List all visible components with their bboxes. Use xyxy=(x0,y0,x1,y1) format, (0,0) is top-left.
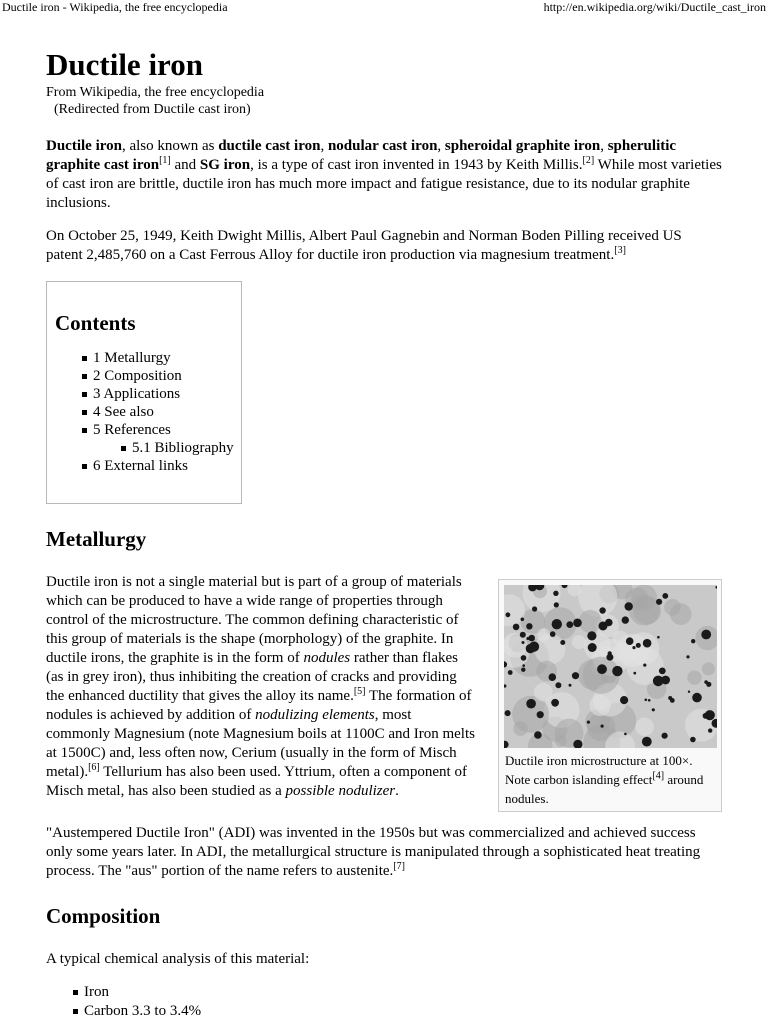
graphite-nodule xyxy=(521,618,525,622)
matrix-patch xyxy=(572,635,586,649)
print-header-url[interactable]: http://en.wikipedia.org/wiki/Ductile_cast_iron xyxy=(543,0,766,14)
graphite-nodule xyxy=(573,619,582,628)
site-tagline: From Wikipedia, the free encyclopedia xyxy=(46,85,265,100)
toc-item[interactable]: 6 External links xyxy=(55,457,241,475)
matrix-patch xyxy=(534,683,553,702)
term-ductile-iron: Ductile iron xyxy=(46,138,122,154)
graphite-nodule xyxy=(526,623,532,629)
toc-title: Contents xyxy=(55,311,136,335)
graphite-nodule xyxy=(549,673,557,681)
bullet-icon xyxy=(121,446,126,451)
composition-list xyxy=(46,983,722,1021)
graphite-nodule xyxy=(643,639,652,648)
graphite-nodule xyxy=(645,699,648,702)
matrix-patch xyxy=(513,721,527,735)
ref-2[interactable]: [2] xyxy=(582,155,595,166)
graphite-nodule xyxy=(642,737,652,747)
matrix-patch xyxy=(629,595,660,626)
print-header-title: Ductile iron - Wikipedia, the free encyclopedia xyxy=(2,0,228,14)
redirect-notice: (Redirected from Ductile cast iron) xyxy=(54,102,251,117)
bullet-icon xyxy=(82,410,87,415)
ref-5[interactable]: [5] xyxy=(353,686,366,697)
list-item: Carbon 3.3 to 3.4% xyxy=(46,1002,722,1021)
ref-6[interactable]: [6] xyxy=(88,762,100,773)
image-caption: Ductile iron microstructure at 100×. Note carbon islanding effect[4] around nodules. xyxy=(505,753,704,806)
bullet-icon xyxy=(73,990,78,995)
image-thumbnail xyxy=(498,579,722,812)
graphite-nodule xyxy=(692,693,702,703)
graphite-nodule xyxy=(624,733,627,736)
ref-1[interactable]: [1] xyxy=(159,155,171,166)
graphite-nodule xyxy=(534,731,542,739)
article-body xyxy=(46,46,722,1021)
graphite-nodule xyxy=(657,636,660,639)
graphite-nodule xyxy=(526,699,536,709)
graphite-nodule xyxy=(625,602,633,610)
graphite-nodule xyxy=(690,737,696,743)
matrix-patch xyxy=(579,610,602,633)
graphite-nodule xyxy=(522,641,525,644)
graphite-nodule xyxy=(561,585,567,588)
metallurgy-heading: Metallurgy xyxy=(46,527,147,551)
graphite-nodule xyxy=(569,684,572,687)
patent-paragraph: On October 25, 1949, Keith Dwight Millis, Albert Paul Gagnebin and Norman Boden Pilling received US patent 2,485,760 on a Cast Ferrous Alloy for ductile iron production via magnesium treatment.[3] xyxy=(46,228,682,263)
matrix-patch xyxy=(635,718,653,736)
matrix-patch xyxy=(626,632,659,665)
graphite-nodule xyxy=(566,621,573,628)
toc-item[interactable]: 2 Composition xyxy=(55,367,241,385)
graphite-nodule xyxy=(691,639,695,643)
metallurgy-paragraph: Ductile iron is not a single material but is part of a group of materials which can be produced to have a wide range of properties through control of the microstructure. The common defining characteristic of this group of materials is the shape (morphology) of the graphite. In ductile irons, the graphite is in the form of nodules rather than flakes (as in grey iron), thus inhibiting the creation of cracks and providing the enhanced ductility that gives the alloy its name.[5] The formation of nodules is achieved by addition of nodulizing elements, most commonly Magnesium (note Magnesium boils at 1100C and Iron melts at 1500C) and, less often now, Cerium (usually in the form of Misch metal).[6] Tellurium has also been used. Yttrium, often a component of Misch metal, has also been studied as a possible nodulizer. xyxy=(46,574,475,799)
graphite-nodule xyxy=(551,699,559,707)
graphite-nodule xyxy=(508,670,513,675)
toc-subitem[interactable]: 5.1 Bibliography xyxy=(55,439,241,457)
graphite-nodule xyxy=(550,631,556,637)
graphite-nodule xyxy=(506,612,511,617)
graphite-nodule xyxy=(656,599,662,605)
graphite-nodule xyxy=(520,632,526,638)
graphite-nodule xyxy=(705,710,715,720)
term-ductile-cast-iron: ductile cast iron xyxy=(218,138,321,154)
graphite-nodule xyxy=(632,646,635,649)
graphite-nodule xyxy=(537,711,544,718)
term-sg-iron: SG iron xyxy=(199,157,251,173)
graphite-nodule xyxy=(704,680,708,684)
graphite-nodule xyxy=(588,643,597,652)
graphite-nodule xyxy=(587,631,596,640)
ref-3[interactable]: [3] xyxy=(614,245,626,256)
ref-4[interactable]: [4] xyxy=(652,770,665,782)
matrix-patch xyxy=(687,671,701,685)
graphite-nodule xyxy=(597,664,607,674)
graphite-nodule xyxy=(620,696,628,704)
graphite-nodule xyxy=(659,668,666,675)
graphite-nodule xyxy=(701,630,711,640)
graphite-nodule xyxy=(636,643,641,648)
graphite-nodule xyxy=(715,586,717,589)
graphite-nodule xyxy=(668,696,672,700)
graphite-nodule xyxy=(626,637,634,645)
page-title: Ductile iron xyxy=(46,47,203,82)
graphite-nodule xyxy=(662,733,668,739)
matrix-patch xyxy=(670,603,692,625)
graphite-nodule xyxy=(513,624,520,631)
graphite-nodule xyxy=(560,640,565,645)
graphite-nodule xyxy=(599,622,608,631)
composition-intro: A typical chemical analysis of this material: xyxy=(46,951,310,967)
graphite-nodule xyxy=(612,666,622,676)
graphite-nodule xyxy=(686,655,689,658)
graphite-nodule xyxy=(555,682,561,688)
matrix-patch xyxy=(537,628,550,641)
toc-item[interactable]: 4 See also xyxy=(55,403,241,421)
bullet-icon xyxy=(82,428,87,433)
graphite-nodule xyxy=(554,602,559,607)
term-spherulitic-graphite-cast-iron: spherulitic graphite cast iron xyxy=(46,138,677,173)
toc-item[interactable]: 1 Metallurgy xyxy=(55,349,241,367)
graphite-nodule xyxy=(708,728,712,732)
graphite-nodule xyxy=(652,708,655,711)
adi-paragraph: "Austempered Ductile Iron" (ADI) was invented in the 1950s but was commercialized and achieved success only some years later. In ADI, the metallurgical structure is manipulated through a sophisticated heat treating process. The "aus" portion of the name refers to austenite.[7] xyxy=(46,825,701,879)
graphite-nodule xyxy=(622,616,629,623)
graphite-nodule xyxy=(601,725,604,728)
graphite-nodule xyxy=(599,607,605,613)
graphite-nodule xyxy=(643,664,646,667)
graphite-nodule xyxy=(587,721,590,724)
bullet-icon xyxy=(82,374,87,379)
term-nodular-cast-iron: nodular cast iron xyxy=(327,138,438,154)
bullet-icon xyxy=(73,1009,78,1014)
toc-item[interactable]: 3 Applications xyxy=(55,385,241,403)
graphite-nodule xyxy=(522,664,525,667)
term-spheroidal-graphite-iron: spheroidal graphite iron xyxy=(444,138,601,154)
graphite-nodule xyxy=(553,591,558,596)
list-item: Iron xyxy=(46,983,722,1002)
graphite-nodule xyxy=(661,676,670,685)
graphite-nodule xyxy=(688,691,690,693)
graphite-nodule xyxy=(521,655,527,661)
graphite-nodule xyxy=(532,606,537,611)
graphite-nodule xyxy=(528,635,535,642)
table-of-contents xyxy=(46,281,242,504)
graphite-nodule xyxy=(662,593,668,599)
microstructure-graphic xyxy=(504,585,717,748)
graphite-nodule xyxy=(572,672,579,679)
matrix-patch xyxy=(702,662,715,675)
toc-item[interactable]: 5 References xyxy=(55,421,241,439)
ref-7[interactable]: [7] xyxy=(393,861,405,872)
intro-paragraph: Ductile iron, also known as ductile cast iron, nodular cast iron, spheroidal graphite iron, spherulitic graphite cast iron[1] and SG iron, is a type of cast iron invented in 1943 by Keith Millis.[2] While most varieties of cast iron are brittle, ductile iron has much more impact and fatigue resistance, due to its nodular graphite inclusions. xyxy=(46,138,722,211)
bullet-icon xyxy=(82,464,87,469)
graphite-nodule xyxy=(552,619,562,629)
bullet-icon xyxy=(82,392,87,397)
bullet-icon xyxy=(82,356,87,361)
graphite-nodule xyxy=(521,668,525,672)
composition-heading: Composition xyxy=(46,904,161,928)
graphite-nodule xyxy=(504,741,509,748)
metallurgy-section xyxy=(46,573,722,818)
graphite-nodule xyxy=(505,710,511,716)
graphite-nodule xyxy=(648,699,651,702)
graphite-nodule xyxy=(633,672,636,675)
graphite-nodule xyxy=(529,642,539,652)
microstructure-image[interactable] xyxy=(504,585,717,748)
graphite-nodule xyxy=(504,684,506,687)
graphite-nodule xyxy=(606,654,613,661)
